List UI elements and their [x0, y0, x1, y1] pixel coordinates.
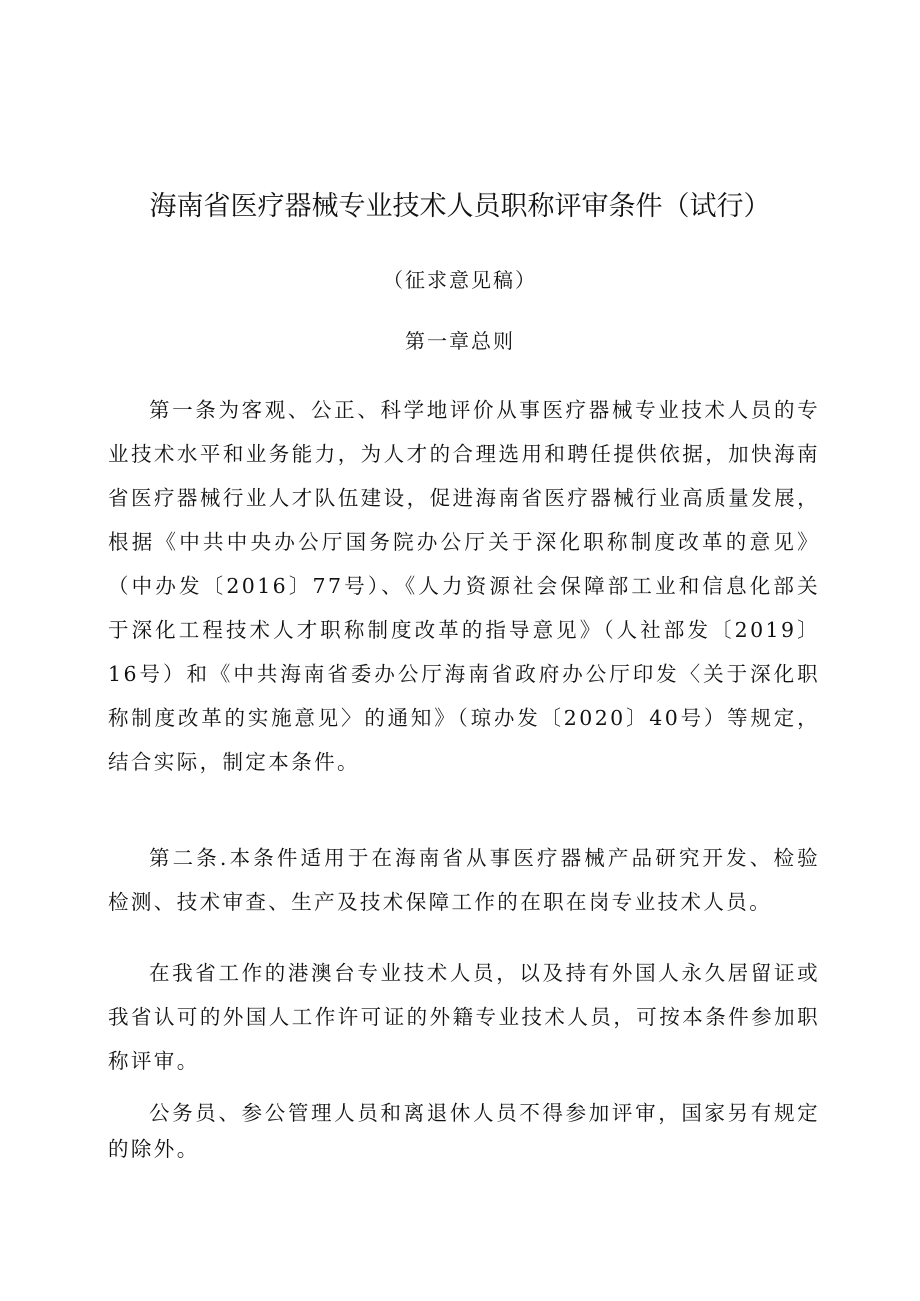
article-1-paragraph: 第一条为客观、公正、科学地评价从事医疗器械专业技术人员的专业技术水平和业务能力，为人才的合理选用和聘任提供依据，加快海南省医疗器械行业人才队伍建设，促进海南省医疗器械行业高质量发展，根据《中共中央办公厅国务院办公厅关于深化职称制度改革的意见》（中办发〔2016〕77号）、《人力资源社会保障部工业和信息化部关于深化工程技术人才职称制度改革的指导意见》（人社部发〔2019〕16号）和《中共海南省委办公厅海南省政府办公厅印发〈关于深化职称制度改革的实施意见〉的通知》（琼办发〔2020〕40号）等规定，结合实际，制定本条件。: [108, 398, 820, 774]
document-title: 海南省医疗器械专业技术人员职称评审条件（试行）: [149, 191, 771, 222]
article-2-paragraph: 第二条.本条件适用于在海南省从事医疗器械产品研究开发、检验检测、技术审查、生产及技术保障工作的在职在岗专业技术人员。: [108, 846, 820, 914]
article-2-scope-paragraph: 在我省工作的港澳台专业技术人员，以及持有外国人永久居留证或我省认可的外国人工作许可证的外籍专业技术人员，可按本条件参加职称评审。: [108, 961, 820, 1073]
chapter-heading: 第一章总则: [405, 329, 515, 353]
article-2-exclusion-paragraph: 公务员、参公管理人员和离退休人员不得参加评审，国家另有规定的除外。: [108, 1101, 820, 1161]
document-subtitle: （征求意见稿）: [383, 268, 537, 292]
